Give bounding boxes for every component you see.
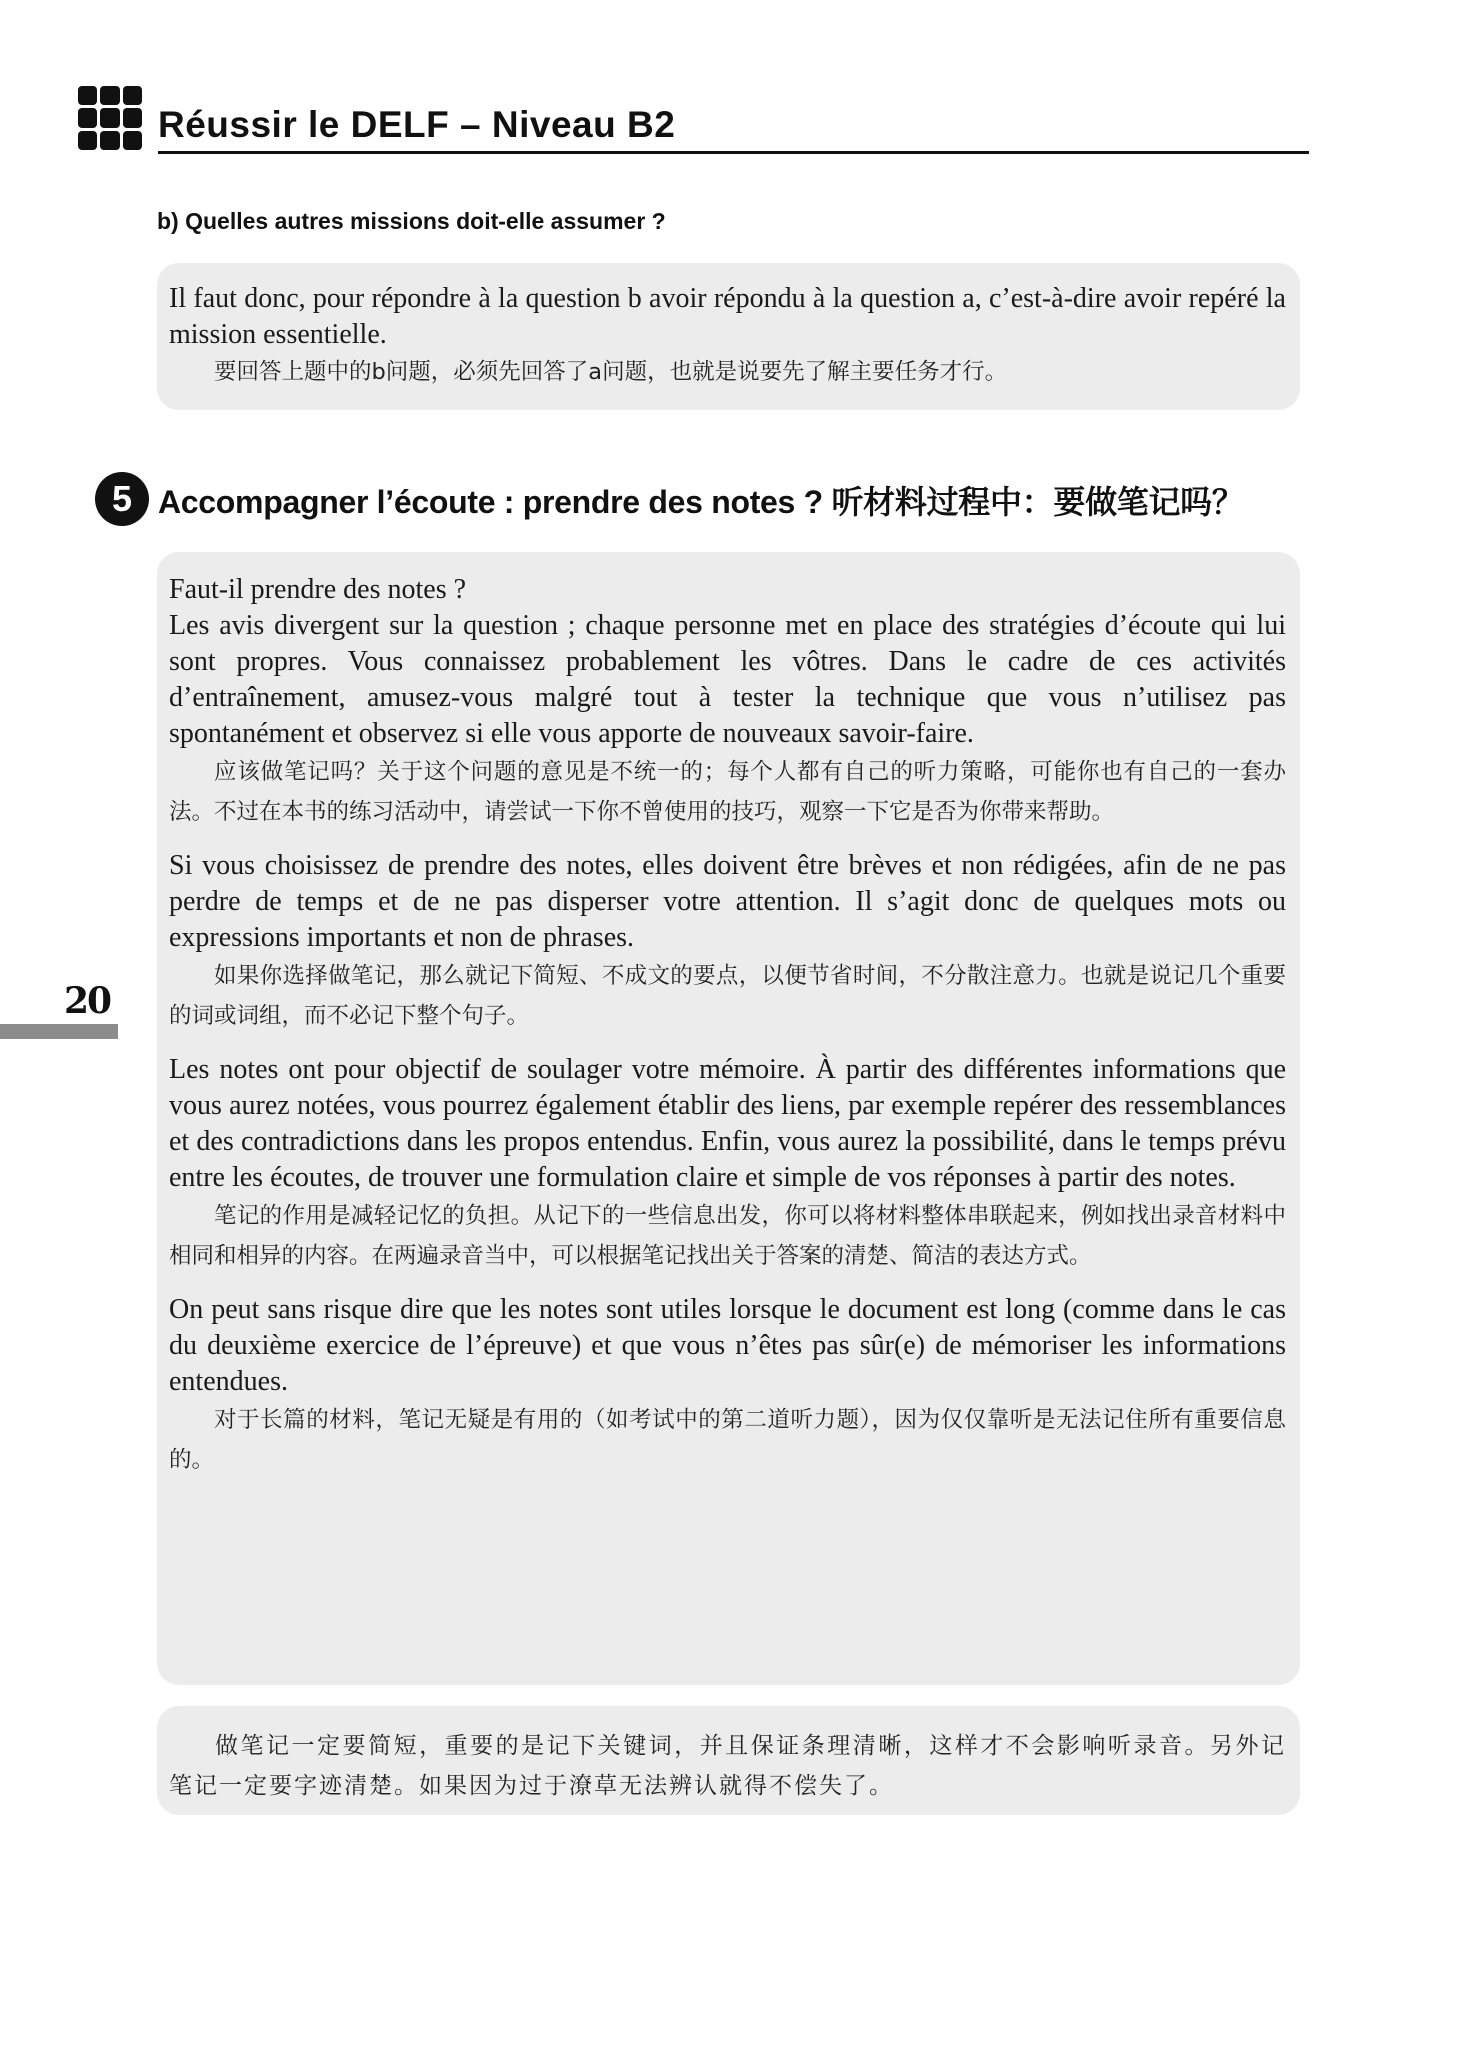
page-number-bar [0, 1024, 118, 1039]
tip-box [157, 1706, 1300, 1815]
paragraph-4-french: On peut sans risque dire que les notes sont utiles lorsque le document est long (comme dans le cas du deuxième exercice de l’épreuve) et que vous n’êtes pas sûr(e) de mémoriser les informations entendues. [169, 1294, 1286, 1397]
book-logo-icon [78, 86, 142, 150]
paragraph-1-french: Les avis divergent sur la question ; chaque personne met en place des stratégies d’écoute qui lui sont propres. Vous connaissez probablement les vôtres. Dans le cadre de ces activités d’entraînement, amusez-vous malgré tout à tester la technique que vous n’utilisez pas spontanément et observez si elle vous apporte de nouveaux savoir-faire. [169, 610, 1286, 749]
answer-b-chinese: 要回答上题中的b问题，必须先回答了a问题，也就是说要先了解主要任务才行。 [214, 359, 1008, 385]
page-number: 20 [64, 980, 111, 1022]
header-rule [158, 151, 1309, 154]
running-header-title: Réussir le DELF – Niveau B2 [158, 104, 676, 145]
answer-box-b [157, 263, 1300, 410]
tip-chinese: 做笔记一定要简短，重要的是记下关键词，并且保证条理清晰，这样才不会影响听录音。另外记笔记一定要字迹清楚。如果因为过于潦草无法辨认就得不偿失了。 [169, 1733, 1286, 1799]
paragraph-2-french: Si vous choisissez de prendre des notes, elles doivent être brèves et non rédigées, afin de ne pas perdre de temps et de ne pas disperser votre attention. Il s’agit donc de quelques mots ou expressions importants et non de phrases. [169, 850, 1286, 953]
notes-advice-box [157, 552, 1300, 1685]
paragraph-3-french: Les notes ont pour objectif de soulager votre mémoire. À partir des différentes informations que vous aurez notées, vous pourrez également établir des liens, par exemple repérer des ressemblances et des contradictions dans les propos entendus. Enfin, vous aurez la possibilité, dans le temps prévu entre les écoutes, de trouver une formulation claire et simple de vos réponses à partir des notes. [169, 1054, 1286, 1193]
section-number-badge: 5 [95, 472, 149, 526]
paragraph-1-heading: Faut-il prendre des notes ? [169, 574, 467, 605]
paragraph-1-chinese: 应该做笔记吗？关于这个问题的意见是不统一的；每个人都有自己的听力策略，可能你也有自己的一套办法。不过在本书的练习活动中，请尝试一下你不曾使用的技巧，观察一下它是否为你带来帮助。 [169, 759, 1286, 825]
paragraph-2-chinese: 如果你选择做笔记，那么就记下简短、不成文的要点，以便节省时间，不分散注意力。也就是说记几个重要的词或词组，而不必记下整个句子。 [169, 963, 1286, 1029]
question-b: b) Quelles autres missions doit-elle assumer ? [157, 208, 666, 234]
answer-b-french: Il faut donc, pour répondre à la question b avoir répondu à la question a, c’est-à-dire avoir repéré la mission essentielle. [169, 283, 1286, 350]
section-title: Accompagner l’écoute : prendre des notes ? 听材料过程中：要做笔记吗？ [158, 484, 1244, 520]
paragraph-3-chinese: 笔记的作用是减轻记忆的负担。从记下的一些信息出发，你可以将材料整体串联起来，例如找出录音材料中相同和相异的内容。在两遍录音当中，可以根据笔记找出关于答案的清楚、简洁的表达方式。 [169, 1203, 1286, 1269]
paragraph-4-chinese: 对于长篇的材料，笔记无疑是有用的（如考试中的第二道听力题），因为仅仅靠听是无法记住所有重要信息的。 [169, 1407, 1286, 1473]
